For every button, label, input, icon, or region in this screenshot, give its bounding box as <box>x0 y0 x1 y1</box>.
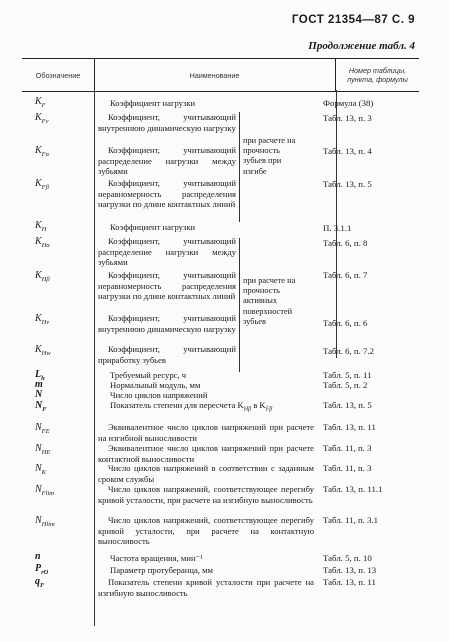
symbol-N-F: $N_F$ <box>35 400 47 413</box>
desc-row-13: Эквивалентное число циклов напряжений при расчете на изгибной выносливости <box>98 422 314 443</box>
symbol-N-Hlim: $N_{Hlim}$ <box>35 515 55 528</box>
standard-header: ГОСТ 21354—87 С. 9 <box>291 14 415 26</box>
ref-row-13: Табл. 13, п. 11 <box>323 422 376 432</box>
symbol-N: N <box>35 389 43 400</box>
symbol-N-HE: $N_{HE}$ <box>35 443 51 456</box>
symbol-K-F: $K_F$ <box>35 96 46 109</box>
ref-row-6: Табл. 6, п. 7 <box>323 270 368 280</box>
ref-row-8: Табл. 6, п. 7.2 <box>323 346 375 356</box>
column-header-symbol: Обозначение <box>22 59 95 91</box>
symbol-N-FE: $N_{FE}$ <box>35 422 50 435</box>
ref-row-10: Табл. 5, п. 2 <box>323 380 368 390</box>
symbol-q-F: $q_F$ <box>35 576 45 589</box>
desc-row-17: Число циклов напряжений, соответствующее перегибу кривой усталости, при расчете на контактную выносливость <box>98 515 314 546</box>
note-bending: при расчете на прочность зубьев при изгибе <box>243 136 296 176</box>
desc-row-19: Параметр протуберанца, мм <box>110 565 213 575</box>
desc-row-10: Нормальный модуль, мм <box>110 380 201 390</box>
symbol-N-Flim: $N_{Flim}$ <box>35 484 54 497</box>
desc-row-12: Показатель степени для пересчета $K_{H\beta}$ в $K_{F\beta}$ <box>110 400 273 413</box>
ref-row-17: Табл. 11, п. 3.1 <box>323 515 379 525</box>
ref-row-14: Табл. 11, п. 3 <box>323 443 372 453</box>
ref-row-0: Формула (38) <box>323 98 374 108</box>
symbol-n: n <box>35 551 41 562</box>
ref-row-9: Табл. 5, п. 11 <box>323 370 372 380</box>
table-continuation-label: Продолжение табл. 4 <box>308 40 415 52</box>
ref-row-20: Табл. 13, п. 11 <box>323 577 376 587</box>
ref-row-18: Табл. 5, п. 10 <box>323 553 372 563</box>
ref-row-19: Табл. 13, п. 13 <box>323 565 377 575</box>
ref-row-16: Табл. 13, п. 11.1 <box>323 484 383 494</box>
ref-row-2: Табл. 13, п. 4 <box>323 146 372 156</box>
desc-row-1: Коэффициент, учитывающий внутреннюю динамическую нагрузку <box>98 112 236 133</box>
desc-row-9: Требуемый ресурс, ч <box>110 370 187 380</box>
symbol-K-Hw: $K_{Hw}$ <box>35 344 51 357</box>
desc-row-0: Коэффициент нагрузки <box>110 98 196 108</box>
column-header-name: Наименование <box>94 59 336 91</box>
symbol-m: m <box>35 379 43 390</box>
table-header <box>22 58 419 92</box>
rule-note-2 <box>239 238 240 372</box>
symbol-K-Hb: $K_{H\beta}$ <box>35 270 50 283</box>
ref-row-1: Табл. 13, п. 3 <box>323 113 372 123</box>
ref-row-3: Табл. 13, п. 5 <box>323 179 372 189</box>
rule-note-1 <box>239 112 240 222</box>
ref-row-4: П. 3.1.1 <box>323 223 352 233</box>
symbol-K-Hv: $K_{Hv}$ <box>35 313 50 326</box>
desc-row-3: Коэффициент, учитывающий неравномерность распределения нагрузки по длине контактных линий <box>98 178 236 209</box>
column-header-ref: Номер таблицы, пункта, формулы <box>347 66 408 84</box>
rule-left <box>94 90 95 626</box>
symbol-K-Fv: $K_{Fv}$ <box>35 112 49 125</box>
symbol-K-Ha: $K_{H\alpha}$ <box>35 236 50 249</box>
desc-row-15: Число циклов напряжений в соответствии с заданным сроком службы <box>98 463 314 484</box>
ref-row-5: Табл. 6, п. 8 <box>323 238 368 248</box>
symbol-L-h: $L_h$ <box>35 369 45 382</box>
symbol-K-Fa: $K_{F\alpha}$ <box>35 145 50 158</box>
desc-row-8: Коэффициент, учитывающий приработку зубьев <box>98 344 236 365</box>
note-contact: при расчете на прочность активных поверхностей зубьев <box>243 276 296 326</box>
desc-row-4: Коэффициент нагрузки <box>110 222 196 232</box>
symbol-P-rO: $P_{rO}$ <box>35 563 49 576</box>
desc-row-20: Показатель степени кривой усталости при расчете на изгибную выносливость <box>98 577 314 598</box>
desc-row-18: Частота вращения, мин⁻¹ <box>110 553 203 563</box>
desc-row-5: Коэффициент, учитывающий распределение нагрузки между зубьями <box>98 236 236 267</box>
desc-row-14: Эквивалентное число циклов напряжений при расчете контактной выносливости <box>98 443 314 464</box>
ref-row-15: Табл. 11, п. 3 <box>323 463 372 473</box>
desc-row-7: Коэффициент, учитывающий внутреннюю динамическую нагрузку <box>98 313 236 334</box>
desc-row-11: Число циклов напряжений <box>110 390 208 400</box>
symbol-N-K: $N_K$ <box>35 463 47 476</box>
symbol-K-Fb: $K_{F\beta}$ <box>35 178 49 191</box>
ref-row-7: Табл. 6, п. 6 <box>323 318 368 328</box>
desc-row-16: Число циклов напряжений, соответствующее перегибу кривой усталости, при расчете на изгибную выносливость <box>98 484 314 505</box>
desc-row-2: Коэффициент, учитывающий распределение нагрузки между зубьями <box>98 145 236 176</box>
desc-row-6: Коэффициент, учитывающий неравномерность распределения нагрузки по длине контактных линий <box>98 270 236 301</box>
ref-row-12: Табл. 13, п. 5 <box>323 400 372 410</box>
symbol-K-H: $K_H$ <box>35 220 47 233</box>
